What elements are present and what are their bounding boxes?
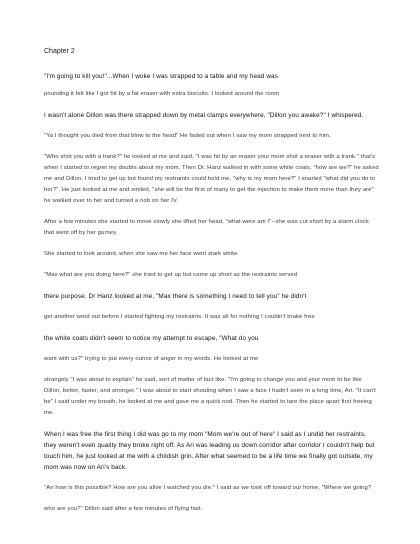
- paragraph: strangely "I was about to explain" he said, sort of matter of fact like. "I'm going to change you and your mom to be like Dillon, better, faster, and stronger." I was about to start shouting when I saw a face I hadn't seen in a long time, Ari. "It can't be" I said under my breath, he looked at me and gave me a quick nod. Then he started to tare the place apart first freeing me.: [44, 377, 376, 416]
- paragraph: I wasn't alone Dillon was there strapped down by metal clamps everywhere, "Dillon you awake?" I whispered.: [44, 112, 364, 119]
- paragraph: pounding it felt like I got hit by a fat eraser with extra biscuits. I looked around the room: [44, 91, 280, 97]
- paragraph: "I'm going to kill you!"...When I woke I was strapped to a table and my head was: [44, 73, 278, 80]
- paragraph: She started to look around, when she saw me her face went stark white.: [44, 251, 239, 257]
- paragraph: When I was free the first thing I did was go to my mom "Mom we're out of here" I said as I undid her restraints, they weren't even quality they broke right off. As Ari was leading us down corridor after corridor I couldn't help but touch him, he just looked at me with a childish grin. After what seemed to be a life time we finally got outside, my mom was now on Ari's back.: [44, 431, 375, 471]
- paragraph: "Max what are you doing here?" she tried to get up but came up short as the restraints served: [44, 272, 298, 278]
- paragraph: After a few minutes she started to move slowly she lifted her head, "what were am I"--she was cut short by a alarm clock that went off by her gurney.: [44, 219, 369, 236]
- paragraph: get another word out before I started fighting my restraints. It was all for nothing I couldn't brake free: [44, 314, 315, 320]
- paragraph: want with us?" trying to put every ounce of anger in my words. He looked at me: [44, 356, 259, 362]
- paragraph: "Ari how is this possible? How are you alive I watched you die." I said as we took off toward our home, "Where we going?: [44, 485, 372, 491]
- paragraph: "Who shot you with a trank?" he looked at me and said, "I was hit by an eraser your mom shot a eraser with a trank." that's when I started to regret my doubts about my mom. Then Dr. Hanz walked in with some white coats, "how are we?" he asked me and Dillon. I tried to get up but found my restraints could hold me, "why is my mom here?" I snarled "what did you do to her?". He just looked at me and smiled, "she will be the first of many to get the injection to make them more than they are" he walked over to her and turned a nob on her IV.: [44, 154, 379, 204]
- paragraph: who are you?" Dillon said after a few minutes of flying fast.: [44, 506, 203, 512]
- chapter-heading: Chapter 2: [44, 48, 75, 55]
- paragraph: "Ya I thought you died from that blow to the head" He faded out when I saw my mom strapped next to him.: [44, 133, 331, 139]
- paragraph: the white coats didn't seem to notice my attempt to escape, "What do you: [44, 335, 259, 342]
- paragraph: there purpose. Dr Hanz looked at me, "Max there is something I need to tell you" he didn't: [44, 293, 307, 300]
